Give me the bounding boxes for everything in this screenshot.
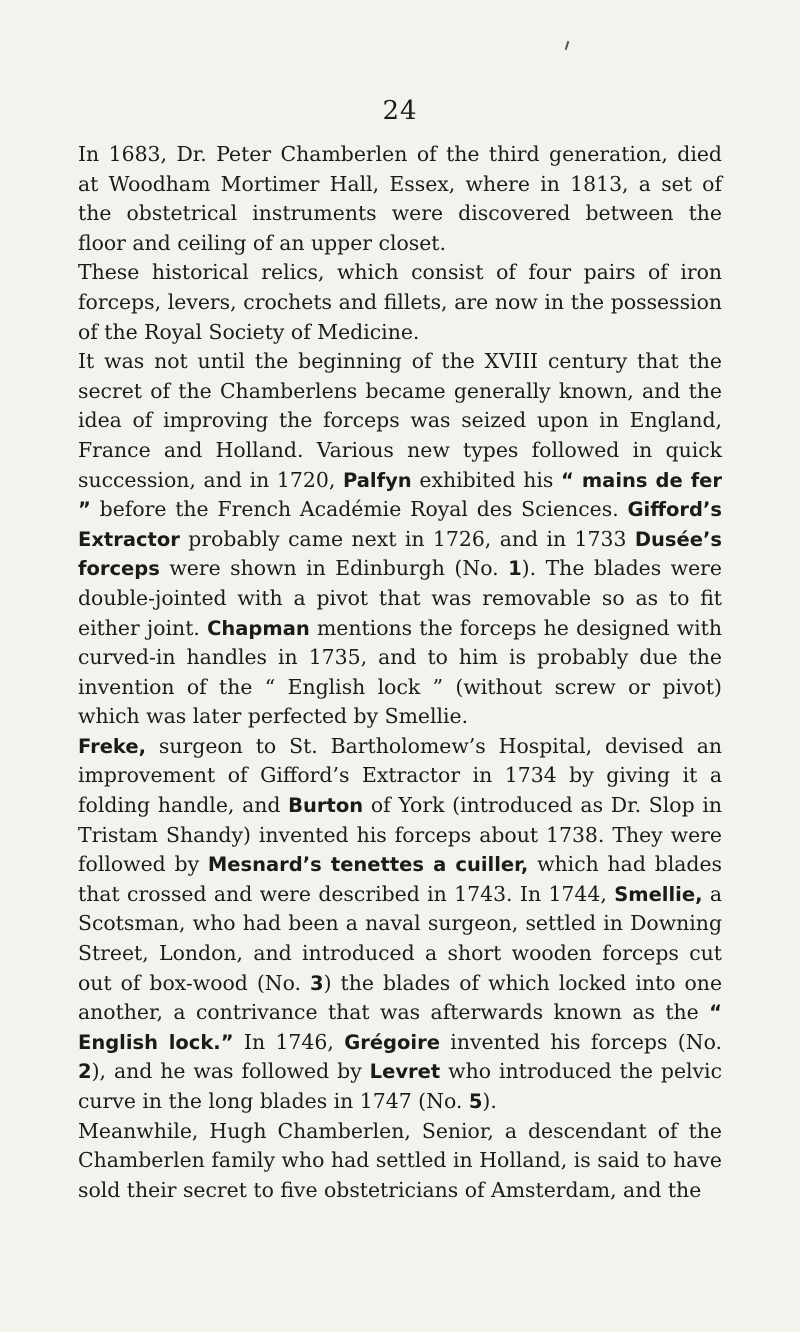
text-run: In 1683, Dr. Peter Chamberlen of the third generation, died at Woodham Mortimer Hall, Essex, where in 1813, a set of the obstetrical instruments were discovered between the floor and ceiling of an upper closet. <box>78 142 722 255</box>
bold-term: Freke, <box>78 734 146 758</box>
bold-term: 3 <box>310 971 324 995</box>
text-run: Meanwhile, Hugh Chamberlen, Senior, a descendant of the Chamberlen family who had settled in Holland, is said to have sold their secret to five obstetricians of Amsterdam, and the <box>78 1118 722 1202</box>
text-run: ). <box>482 1089 497 1113</box>
bold-term: Smellie, <box>614 882 703 906</box>
paragraph <box>78 258 722 347</box>
bold-term: Mesnard’s tenettes a cuiller, <box>207 853 529 877</box>
text-run: probably came next in 1726, and in 1733 <box>179 526 635 551</box>
text-run: ), and he was followed by <box>91 1059 370 1084</box>
text-run: invented his forceps (No. <box>439 1029 722 1054</box>
text-run: before the French Académie Royal des Sciences. <box>90 497 628 522</box>
bold-term: 5 <box>468 1090 483 1113</box>
bold-term: Levret <box>369 1060 441 1084</box>
text-run: surgeon to St. Bartholomew’s Hospital, devised an improvement of Gifford’s Extractor in 1734 by giving it a folding handle, and <box>78 733 722 818</box>
bold-term: Grégoire <box>344 1030 440 1054</box>
body-text <box>78 140 722 1205</box>
bold-term: Dusée’s forceps <box>78 527 722 581</box>
bold-term: 2 <box>78 1060 92 1084</box>
text-run: who introduced the pelvic curve in the long blades in 1747 (No. <box>78 1059 722 1113</box>
text-run: ) the blades of which locked into one another, a contrivance that was afterwards known as the <box>78 970 723 1025</box>
text-run: which had blades that crossed and were described in 1743. In 1744, <box>78 852 723 906</box>
text-run: These historical relics, which consist of four pairs of iron forceps, levers, crochets and fillets, are now in the possession of the Royal Society of Medicine. <box>78 260 722 344</box>
bold-term: Burton <box>288 794 364 818</box>
text-run: ). The blades were double-jointed with a pivot that was removable so as to fit either joint. <box>78 556 722 640</box>
text-run: a Scotsman, who had been a naval surgeon, settled in Downing Street, London, and introduced a short wooden forceps cut out of box-wood (No. <box>78 881 723 995</box>
text-run: exhibited his <box>411 467 562 492</box>
text-run: of York (introduced as Dr. Slop in Tristam Shandy) invented his forceps about 1738. They were followed by <box>78 793 722 877</box>
text-run: It was not until the beginning of the XVIII century that the secret of the Chamberlens became generally known, and the idea of improving the forceps was seized upon in England, France and Holland. Various new types followed in quick succession, and in 1720, <box>78 349 722 492</box>
bold-term: Palfyn <box>343 468 412 492</box>
paragraph <box>78 732 722 1117</box>
text-run: were shown in Edinburgh (No. <box>159 556 509 581</box>
bold-term: Chapman <box>207 616 310 640</box>
paragraph <box>78 1117 722 1206</box>
text-run: In 1746, <box>233 1029 345 1054</box>
paragraph <box>78 347 722 732</box>
text-run: mentions the forceps he designed with curved-in handles in 1735, and to him is probably due the invention of the “ English lock ” (without screw or pivot) which was later perfected by Smellie. <box>78 615 722 729</box>
bold-term: 1 <box>508 557 522 581</box>
page-number: 24 <box>382 96 418 126</box>
bold-term: Gifford’s Extractor <box>78 498 722 551</box>
bold-term: “ English lock.” <box>78 1001 722 1054</box>
bold-term: “ mains de fer ” <box>78 468 723 522</box>
ink-speck <box>565 41 570 50</box>
paragraph <box>78 140 722 258</box>
